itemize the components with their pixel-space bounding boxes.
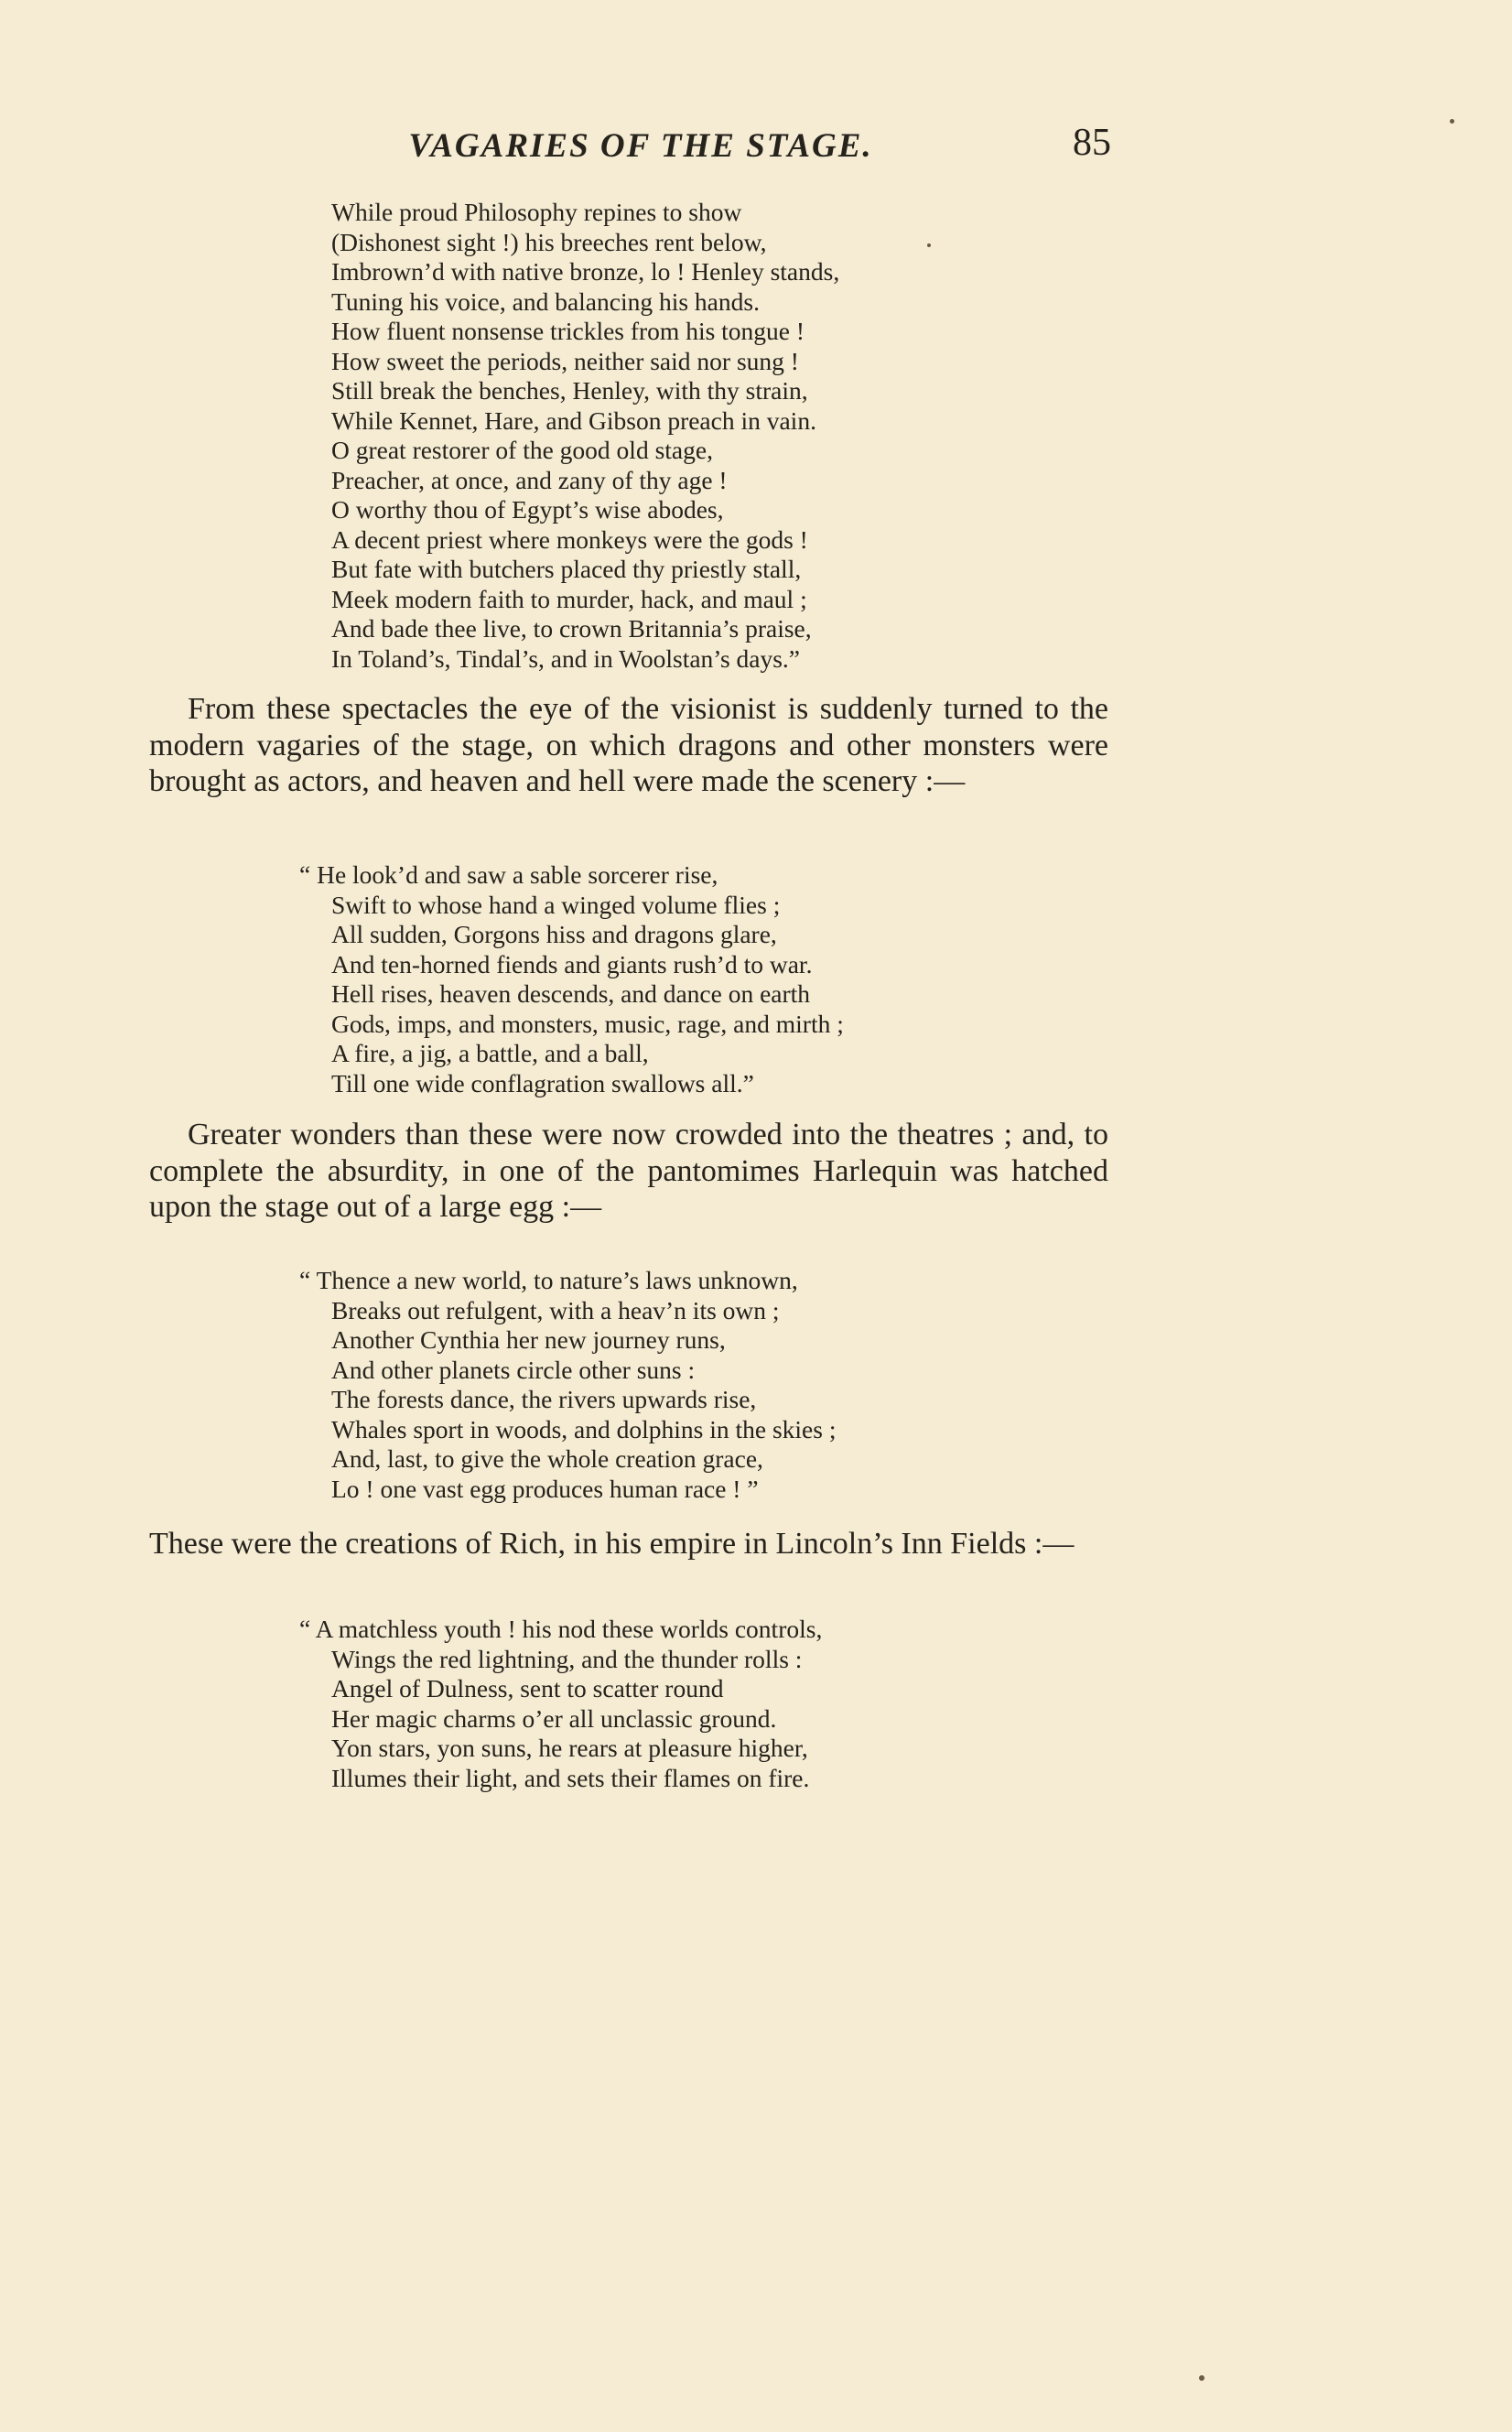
running-head: VAGARIES OF THE STAGE. bbox=[408, 127, 873, 165]
verse-line: Whales sport in woods, and dolphins in the skies ; bbox=[331, 1414, 837, 1443]
verse-line: (Dishonest sight !) his breeches rent below, bbox=[331, 227, 767, 256]
verse-line: Angel of Dulness, sent to scatter round bbox=[331, 1674, 724, 1702]
verse-line: And ten-horned fiends and giants rush’d to war. bbox=[331, 949, 813, 978]
paper-speck bbox=[927, 243, 931, 247]
verse-line: In Toland’s, Tindal’s, and in Woolstan’s days.” bbox=[331, 643, 801, 673]
verse-line: How sweet the periods, neither said nor sung ! bbox=[331, 346, 799, 375]
verse-quotation-matchless-youth bbox=[299, 1615, 823, 1793]
verse-line: A decent priest where monkeys were the gods ! bbox=[331, 524, 808, 554]
verse-line: “ He look’d and saw a sable sorcerer rise, bbox=[299, 860, 718, 889]
verse-line: Meek modern faith to murder, hack, and maul ; bbox=[331, 584, 807, 613]
verse-line: While Kennet, Hare, and Gibson preach in vain. bbox=[331, 405, 816, 435]
verse-line: Preacher, at once, and zany of thy age ! bbox=[331, 465, 728, 494]
verse-line: Tuning his voice, and balancing his hands. bbox=[331, 286, 760, 316]
verse-line: All sudden, Gorgons hiss and dragons glare, bbox=[331, 920, 777, 948]
verse-quotation-henley bbox=[331, 198, 839, 674]
verse-line: The forests dance, the rivers upwards rise, bbox=[331, 1385, 757, 1413]
verse-line: And bade thee live, to crown Britannia’s praise, bbox=[331, 614, 812, 643]
verse-line: Another Cynthia her new journey runs, bbox=[331, 1325, 726, 1354]
prose-paragraph-rich: These were the creations of Rich, in his empire in Lincoln’s Inn Fields :— bbox=[149, 1527, 1075, 1561]
verse-line: Still break the benches, Henley, with thy strain, bbox=[331, 376, 808, 405]
verse-line: Gods, imps, and monsters, music, rage, and mirth ; bbox=[331, 1009, 844, 1038]
verse-line: “ Thence a new world, to nature’s laws unknown, bbox=[299, 1266, 798, 1294]
verse-line: O great restorer of the good old stage, bbox=[331, 436, 713, 464]
verse-line: Hell rises, heaven descends, and dance on earth bbox=[331, 979, 811, 1008]
verse-line: Imbrown’d with native bronze, lo ! Henley stands, bbox=[331, 257, 840, 286]
prose-paragraph-scenery: From these spectacles the eye of the visionist is suddenly turned to the modern vagaries of the stage, on which dragons and other monsters were brought as actors, and heaven and hell were made the scenery :— bbox=[149, 692, 1108, 798]
paper-speck bbox=[1450, 119, 1454, 124]
verse-line: Yon stars, yon suns, he rears at pleasure higher, bbox=[331, 1734, 808, 1762]
verse-line: Her magic charms o’er all unclassic ground. bbox=[331, 1703, 777, 1733]
verse-line: O worthy thou of Egypt’s wise abodes, bbox=[331, 495, 724, 524]
verse-line: Swift to whose hand a winged volume flies ; bbox=[331, 890, 781, 919]
verse-line: And other planets circle other suns : bbox=[331, 1355, 696, 1384]
verse-line: A fire, a jig, a battle, and a ball, bbox=[331, 1039, 649, 1067]
verse-line: And, last, to give the whole creation grace, bbox=[331, 1444, 763, 1473]
verse-line: “ A matchless youth ! his nod these worlds controls, bbox=[299, 1615, 823, 1643]
verse-line: Till one wide conflagration swallows all.” bbox=[331, 1068, 754, 1097]
verse-quotation-sorcerer bbox=[299, 860, 844, 1098]
verse-line: Illumes their light, and sets their flames on fire. bbox=[331, 1763, 810, 1792]
verse-line: Lo ! one vast egg produces human race ! ” bbox=[331, 1474, 759, 1503]
paper-speck bbox=[1199, 2375, 1204, 2381]
page-number: 85 bbox=[1073, 122, 1111, 164]
verse-line: How fluent nonsense trickles from his tongue ! bbox=[331, 317, 805, 345]
verse-quotation-new-world bbox=[299, 1266, 837, 1504]
prose-paragraph-egg: Greater wonders than these were now crowded into the theatres ; and, to complete the absurdity, in one of the pantomimes Harlequin was hatched upon the stage out of a large egg :— bbox=[149, 1118, 1108, 1224]
verse-line: While proud Philosophy repines to show bbox=[331, 198, 742, 226]
verse-line: But fate with butchers placed thy priestly stall, bbox=[331, 555, 802, 583]
verse-line: Breaks out refulgent, with a heav’n its own ; bbox=[331, 1295, 780, 1324]
verse-line: Wings the red lightning, and the thunder rolls : bbox=[331, 1644, 803, 1673]
